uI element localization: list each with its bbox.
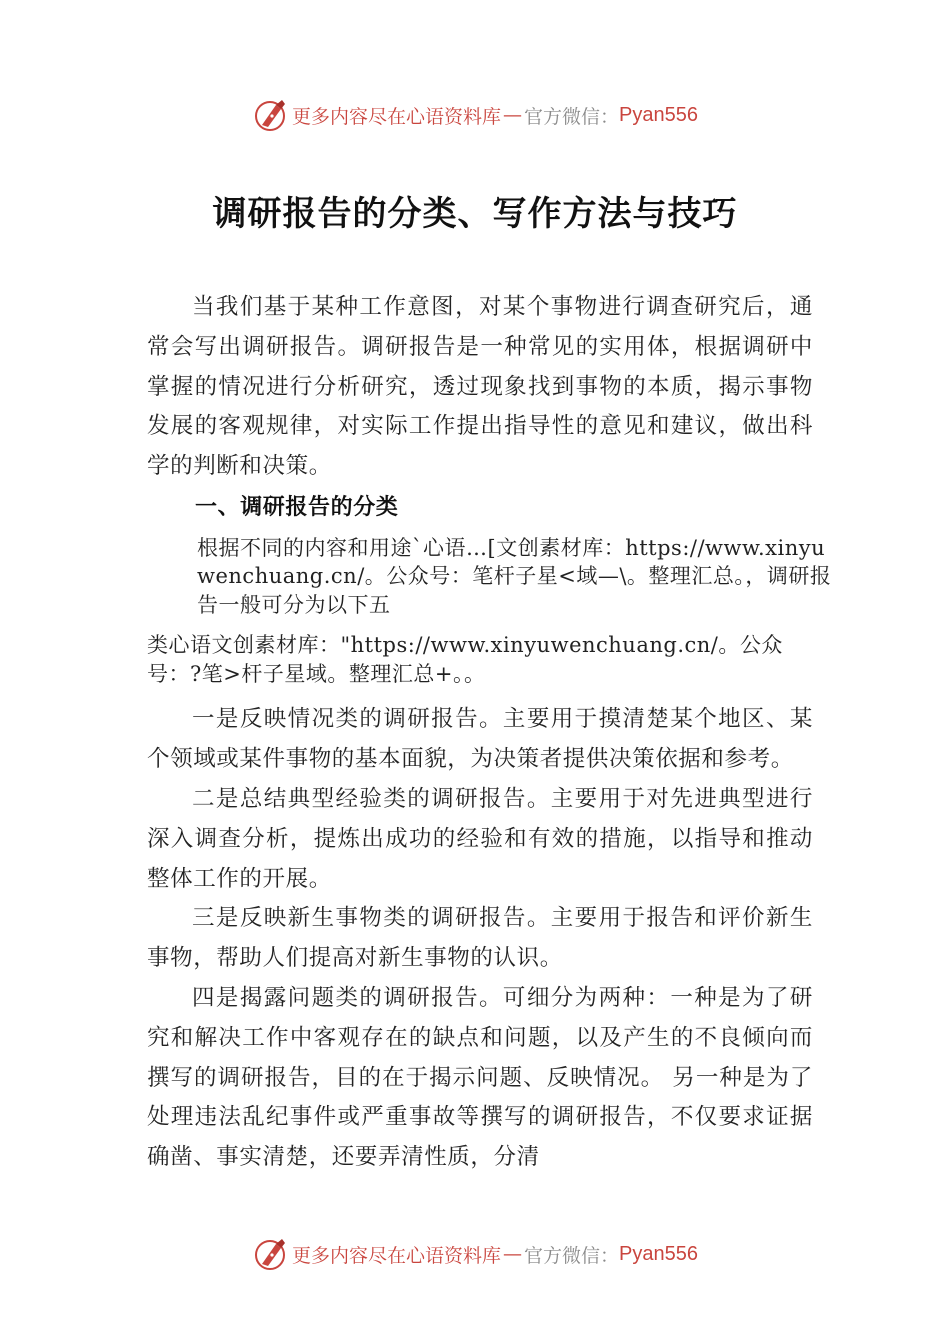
- category-paragraph-4: 四是揭露问题类的调研报告。可细分为两种：一种是为了研究和解决工作中客观存在的缺点和问题，以及产生的不良倾向而撰写的调研报告，目的在于揭示问题、反映情况。 另一种是为了处理违法乱纪事件或严重事故等撰写的调研报告，不仅要求证据确凿、事实清楚，还要弄清性质，分清: [147, 985, 813, 1171]
- banner-wechat-id: Pyan556: [619, 1242, 698, 1265]
- section-heading: 一、调研报告的分类: [195, 494, 399, 520]
- banner-library-text: 更多内容尽在心语资料库: [292, 105, 502, 128]
- document-body: [147, 288, 832, 1178]
- header-banner: [0, 95, 950, 135]
- banner-wechat-label: 官方微信：: [524, 105, 620, 128]
- pen-nib-logo-icon: [252, 97, 288, 133]
- watermark-paragraph-1: 根据不同的内容和用途`心语…[文创素材库：https://www.xinyuwenchuang.cn/。公众号：笔杆子星<域—\。整理汇总。，调研报告一般可分为以下五: [197, 535, 832, 617]
- document-title: 调研报告的分类、写作方法与技巧: [212, 194, 738, 234]
- footer-banner: [0, 1234, 950, 1274]
- banner-wechat-label: 官方微信：: [524, 1244, 620, 1267]
- banner-wechat-id: Pyan556: [619, 103, 698, 126]
- banner-dash: —: [503, 1243, 523, 1265]
- pen-nib-logo-icon: [252, 1236, 288, 1272]
- intro-paragraph: 当我们基于某种工作意图，对某个事物进行调查研究后，通常会写出调研报告。调研报告是一种常见的实用体，根据调研中掌握的情况进行分析研究，透过现象找到事物的本质，揭示事物发展的客观规律，对实际工作提出指导性的意见和建议，做出科学的判断和决策。: [147, 294, 813, 480]
- banner-dash: —: [503, 104, 523, 126]
- category-paragraph-3: 三是反映新生事物类的调研报告。主要用于报告和评价新生事物，帮助人们提高对新生事物的认识。: [147, 905, 813, 972]
- banner-library-text: 更多内容尽在心语资料库: [292, 1244, 502, 1267]
- watermark-paragraph-2: 类心语文创素材库："https://www.xinyuwenchuang.cn/。公众号：?笔>杆子星域。整理汇总+。。: [147, 633, 783, 686]
- category-paragraph-1: 一是反映情况类的调研报告。主要用于摸清楚某个地区、某个领域或某件事物的基本面貌，为决策者提供决策依据和参考。: [147, 706, 813, 773]
- category-paragraph-2: 二是总结典型经验类的调研报告。主要用于对先进典型进行深入调查分析，提炼出成功的经验和有效的措施，以指导和推动整体工作的开展。: [147, 786, 813, 892]
